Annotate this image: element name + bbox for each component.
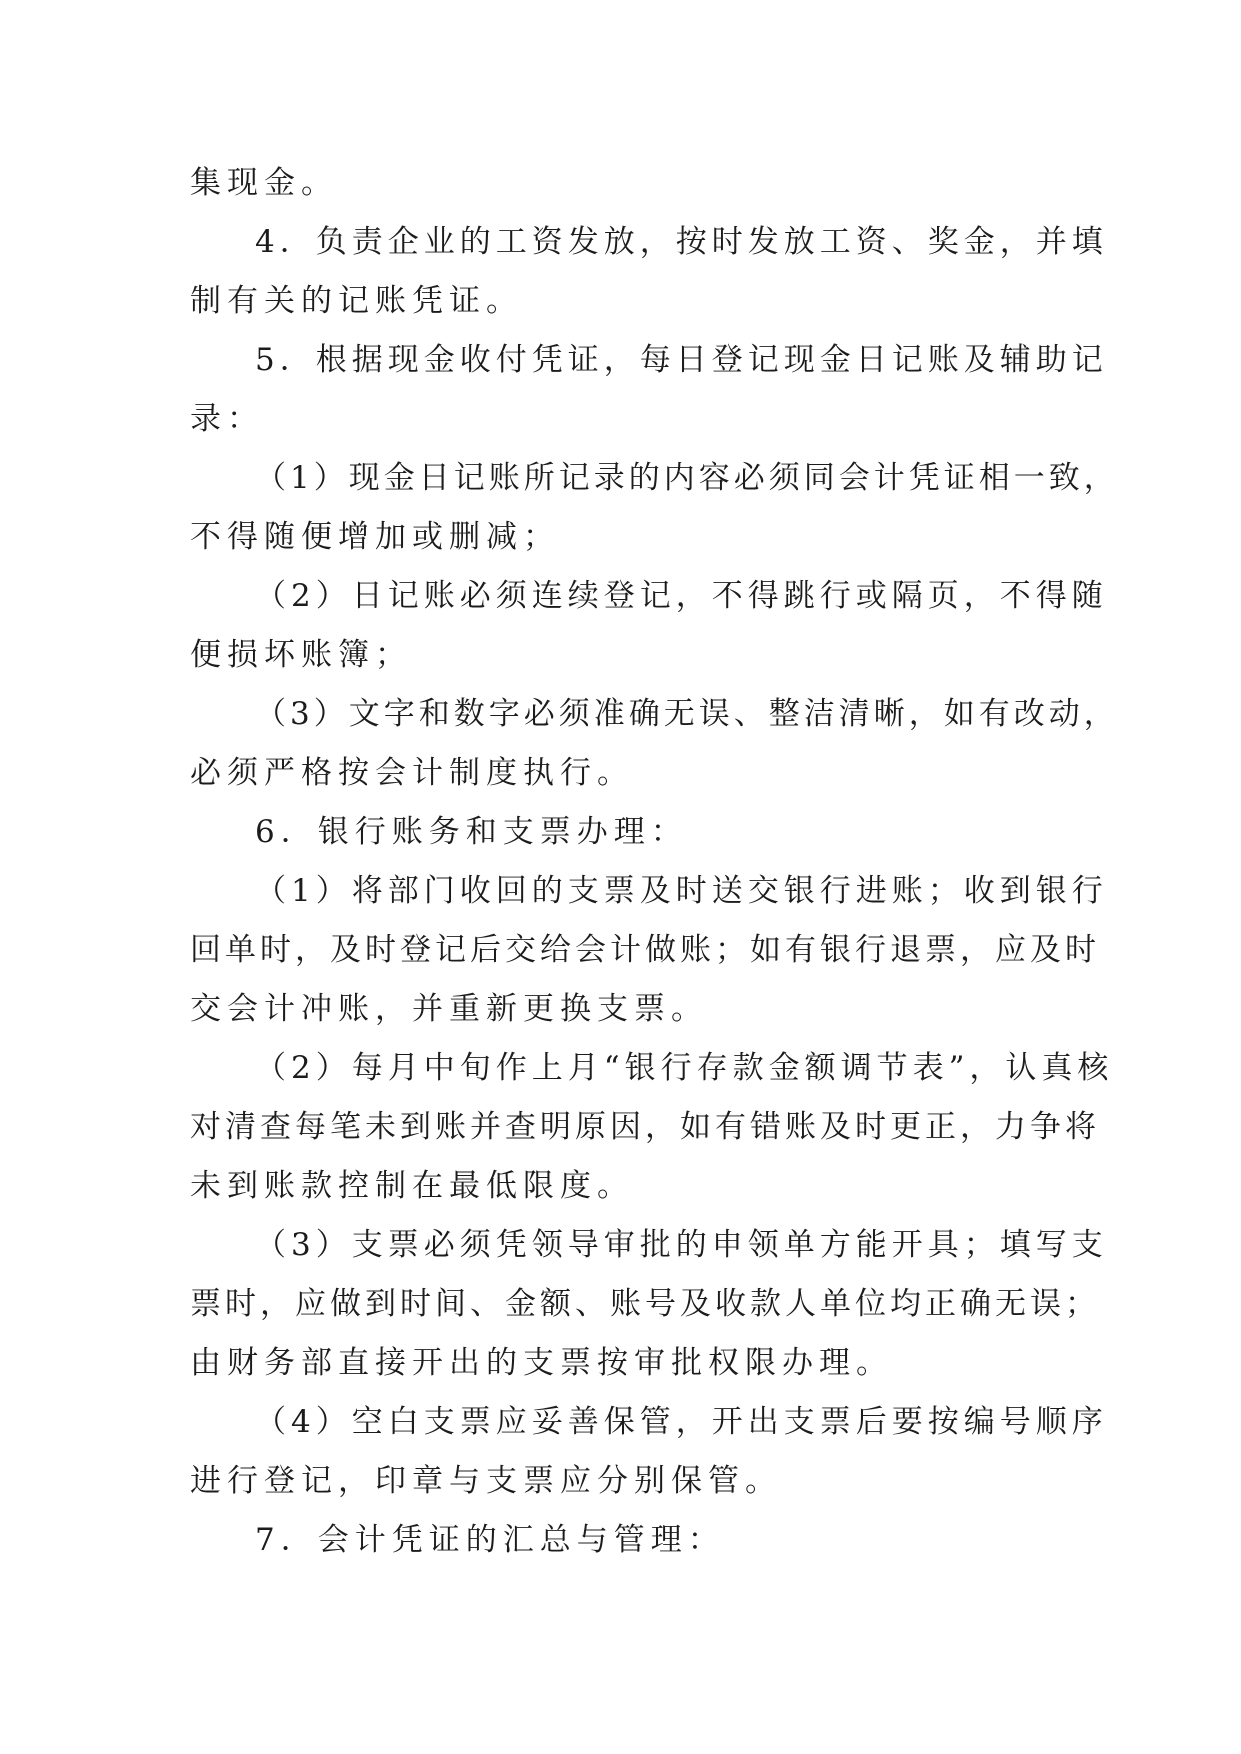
text-line: 对清查每笔未到账并查明原因，如有错账及时更正，力争将 — [190, 1109, 1100, 1145]
text-line: （1）将部门收回的支票及时送交银行进账；收到银行 — [255, 873, 1108, 909]
text-line: 4．负责企业的工资发放，按时发放工资、奖金，并填 — [255, 224, 1108, 260]
text-line: 便损坏账簿； — [190, 637, 412, 673]
text-line: 集现金。 — [190, 165, 338, 201]
text-line: （2）日记账必须连续登记，不得跳行或隔页，不得随 — [255, 578, 1108, 614]
text-line: 录： — [190, 401, 264, 437]
text-line: （1）现金日记账所记录的内容必须同会计凭证相一致， — [255, 460, 1119, 496]
text-line: 进行登记，印章与支票应分别保管。 — [190, 1463, 782, 1499]
text-line: 交会计冲账，并重新更换支票。 — [190, 991, 708, 1027]
text-line: （2）每月中旬作上月“银行存款金额调节表”，认真核 — [255, 1050, 1114, 1086]
text-line: （4）空白支票应妥善保管，开出支票后要按编号顺序 — [255, 1404, 1108, 1440]
text-line: 不得随便增加或删减； — [190, 519, 560, 555]
text-line: 票时，应做到时间、金额、账号及收款人单位均正确无误； — [190, 1286, 1100, 1322]
text-line: 6．银行账务和支票办理： — [255, 814, 688, 850]
text-line: 由财务部直接开出的支票按审批权限办理。 — [190, 1345, 893, 1381]
text-line: 7．会计凭证的汇总与管理： — [255, 1522, 725, 1558]
text-line: 未到账款控制在最低限度。 — [190, 1168, 634, 1204]
text-line: 回单时，及时登记后交给会计做账；如有银行退票，应及时 — [190, 932, 1100, 968]
text-line: 必须严格按会计制度执行。 — [190, 755, 634, 791]
text-line: （3）支票必须凭领导审批的申领单方能开具；填写支 — [255, 1227, 1108, 1263]
text-line: 制有关的记账凭证。 — [190, 283, 523, 319]
text-line: 5．根据现金收付凭证，每日登记现金日记账及辅助记 — [255, 342, 1108, 378]
text-line: （3）文字和数字必须准确无误、整洁清晰，如有改动， — [255, 696, 1119, 732]
